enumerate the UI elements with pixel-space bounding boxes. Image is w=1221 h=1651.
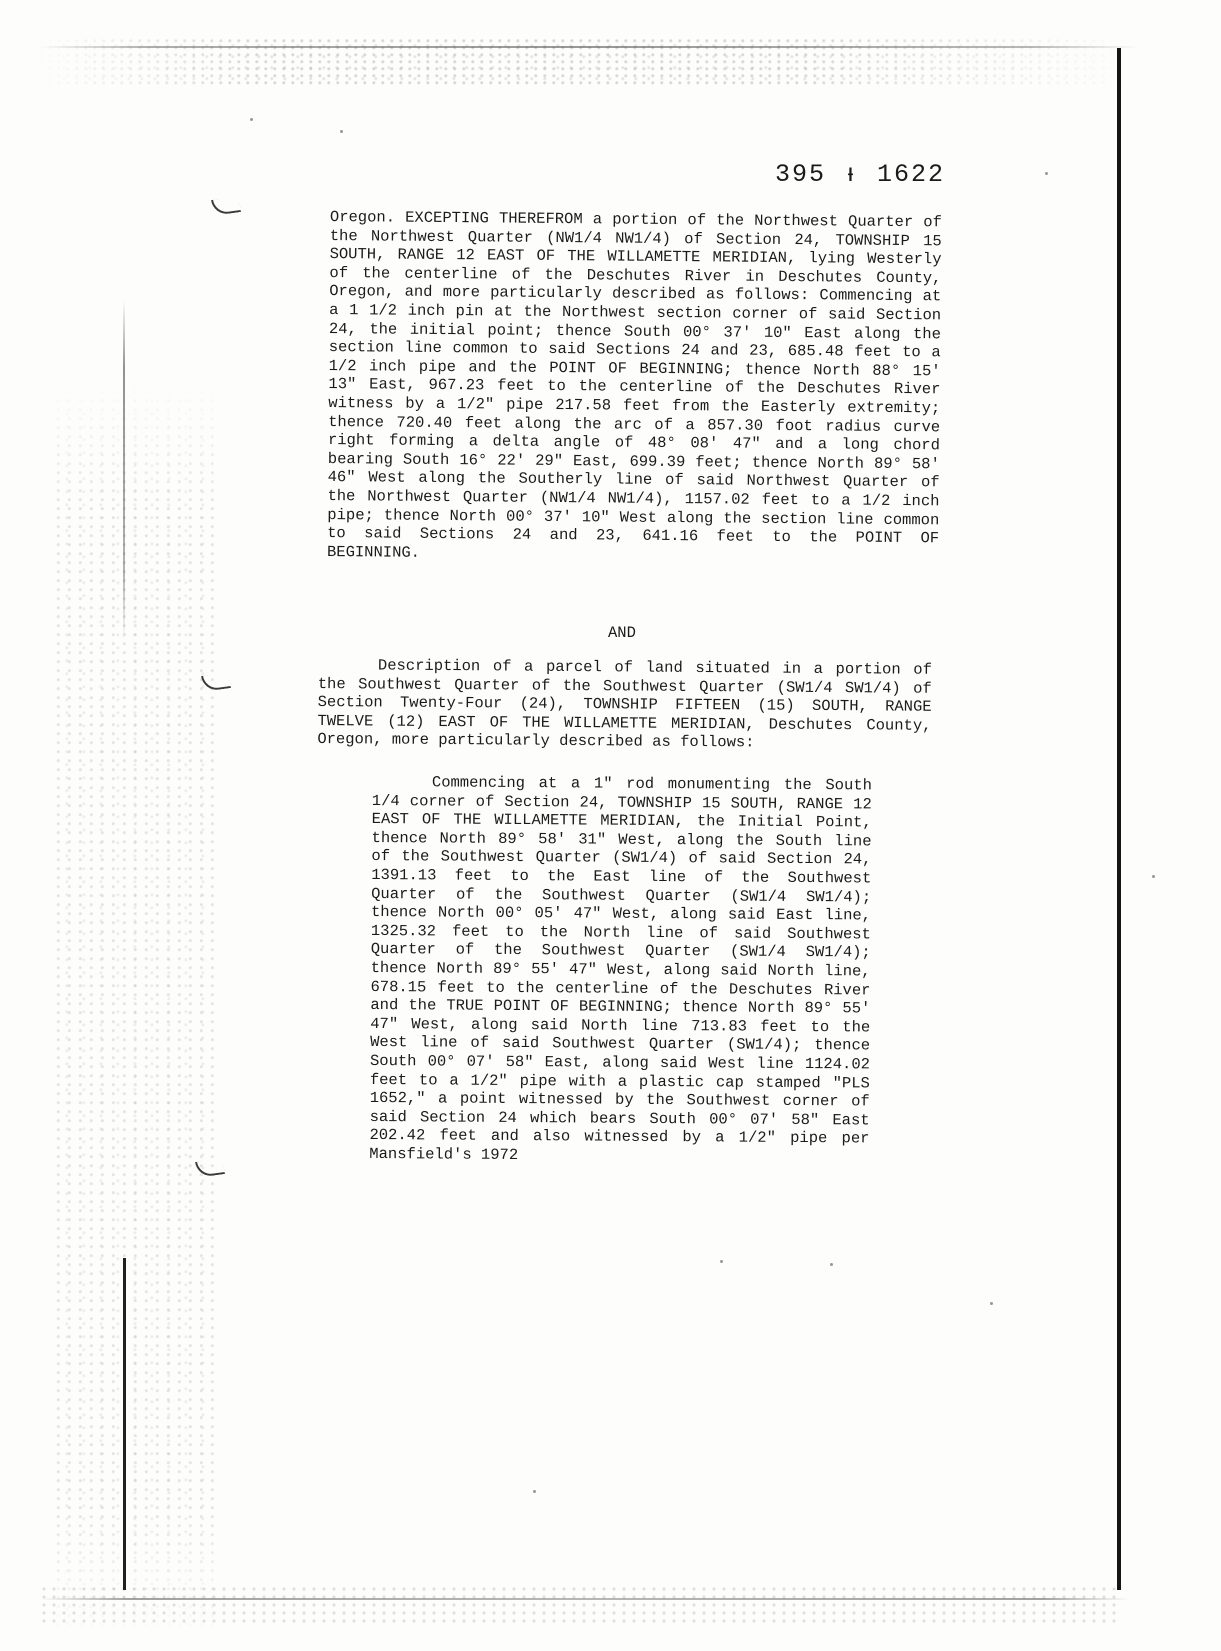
scan-speck	[533, 1490, 536, 1493]
recording-page-number: 395 ᵼ 1622	[775, 160, 946, 189]
parcel-description-intro	[317, 656, 932, 754]
page-edge-right	[1117, 48, 1121, 1590]
scan-speck	[1045, 172, 1048, 175]
page-edge-left	[123, 1258, 126, 1590]
scan-speck	[1152, 875, 1155, 878]
scan-edge-top	[40, 46, 1140, 48]
punch-hole-mark	[211, 196, 241, 216]
scan-speck	[830, 1263, 833, 1266]
scan-noise-bottom	[40, 1585, 1120, 1625]
scan-speck	[340, 130, 343, 133]
parcel-description-metes-bounds	[369, 773, 872, 1167]
scan-speck	[250, 118, 253, 121]
scan-noise-left	[55, 380, 215, 1640]
and-separator: AND	[608, 624, 636, 642]
scan-speck	[720, 1260, 723, 1263]
paragraph-exception: Oregon. EXCEPTING THEREFROM a portion of the Northwest Quarter of the Northwest Quarter (NW1/4 NW1/4) of Section 24, TOWNSHIP 15 SOUTH, RANGE 12 EAST OF THE WILLAMETTE MERIDIAN, lying Westerly of the centerline of the Deschutes River in Deschutes County, Oregon, and more particularly described as follows: Commencing at a 1 1/2 inch pin at the Northwest section corner of said Section 24, the initial point; thence South 00° 37' 10" East along the section line common to said Sections 24 and 23, 685.48 feet to a 1/2 inch pipe and the POINT OF BEGINNING; thence North 88° 15' 13" East, 967.23 feet to the centerline of the Deschutes River witness by a 1/2" pipe 217.58 feet from the Easterly extremity; thence 720.40 feet along the arc of a 857.30 foot radius curve right forming a delta angle of 48° 08' 47" and a long chord bearing South 16° 22' 29" East, 699.39 feet; thence North 89° 58' 46" West along the Southerly line of said Northwest Quarter of the Northwest Quarter (NW1/4 NW1/4), 1157.02 feet to a 1/2 inch pipe; thence North 00° 37' 10" West along the section line common to said Sections 24 and 23, 641.16 feet to the POINT OF BEGINNING.	[326, 208, 942, 562]
paragraph-metes-bounds	[369, 773, 872, 1167]
paragraph-metes-bounds-text: Commencing at a 1" rod monumenting the South 1/4 corner of Section 24, TOWNSHIP 15 SOUTH, RANGE 12 EAST OF THE WILLAMETTE MERIDIAN, the Initial Point, thence North 89° 58' 31" West, along the South line of the Southwest Quarter (SW1/4) of said Section 24, 1391.13 feet to the East line of the Southwest Quarter of the Southwest Quarter (SW1/4 SW1/4); thence North 00° 05' 47" West, along said East line, 1325.32 feet to the North line of said Southwest Quarter of the Southwest Quarter (SW1/4 SW1/4); thence North 89° 55' 47" West, along said North line, 678.15 feet to the centerline of the Deschutes River and the TRUE POINT OF BEGINNING; thence North 89° 55' 47" West, along said North line 713.83 feet to the West line of said Southwest Quarter (SW1/4); thence South 00° 07' 58" East, along said West line 1124.02 feet to a 1/2" pipe with a plastic cap stamped "PLS 1652," a point witnessed by the Southwest corner of said Section 24 which bears South 00° 07' 58" East 202.42 feet and also witnessed by a 1/2" pipe per Mansfield's 1972	[369, 773, 872, 1164]
paragraph-intro	[317, 656, 932, 754]
paragraph-intro-text: Description of a parcel of land situated in a portion of the Southwest Quarter of the Southwest Quarter (SW1/4 SW1/4) of Section Twenty-Four (24), TOWNSHIP FIFTEEN (15) SOUTH, RANGE TWELVE (12) EAST OF THE WILLAMETTE MERIDIAN, Deschutes County, Oregon, more particularly described as follows:	[317, 656, 932, 752]
legal-description-exception	[327, 208, 942, 567]
scan-speck	[990, 1302, 993, 1305]
page-edge-left-faint	[123, 300, 125, 640]
scan-edge-bottom	[40, 1598, 1130, 1600]
